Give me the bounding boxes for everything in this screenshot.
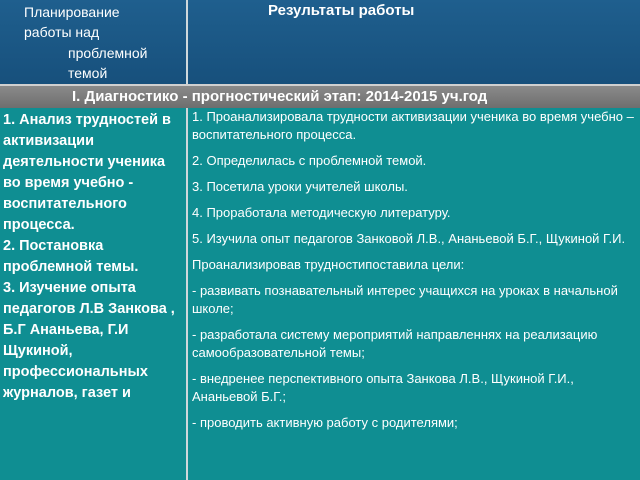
results-column xyxy=(188,108,640,480)
results-list xyxy=(188,108,640,432)
results-item: - внедренее перспективного опыта Занкова Л.В., Щукиной Г.И., Ананьевой Б.Г.; xyxy=(192,371,574,404)
results-item: 4. Проработала методическую литературу. xyxy=(192,205,451,220)
header-results-title: Результаты работы xyxy=(268,2,415,19)
results-item: - разработала систему мероприятий направленнях на реализацию самообразовательной темы; xyxy=(192,327,598,360)
planning-text: 1. Анализ трудностей в активизации деятельности ученика во время учебно - воспитательного процесса. 2. Постановка проблемной темы. 3. Изучение опыта педагогов Л.В Занкова , Б.Г Ананьева, Г.И Щукиной, профессиональных журналов, газет и xyxy=(3,112,175,401)
results-item: 3. Посетила уроки учителей школы. xyxy=(192,179,408,194)
results-item: Проанализировав трудностипоставила цели: xyxy=(192,257,465,272)
header-planning-text-1: Планирование работы над xyxy=(24,4,120,40)
results-item: - развивать познавательный интерес учащихся на уроках в начальной школе; xyxy=(192,283,618,316)
results-item: - проводить активную работу с родителями; xyxy=(192,415,458,430)
header-planning-cell xyxy=(0,0,188,84)
results-item: 2. Определилась с проблемной темой. xyxy=(192,153,427,168)
results-item: 5. Изучила опыт педагогов Занковой Л.В., Ананьевой Б.Г., Щукиной Г.И. xyxy=(192,231,626,246)
stage-title: I. Диагностико - прогностический этап: 2014-2015 уч.год xyxy=(72,88,488,105)
header-results-cell xyxy=(188,0,640,84)
results-item: 1. Проанализировала трудности активизации ученика во время учебно – воспитательного процесса. xyxy=(192,109,634,142)
header-planning-text-2: проблемной темой xyxy=(68,45,148,81)
stage-row xyxy=(0,84,640,110)
planning-column xyxy=(0,108,188,480)
